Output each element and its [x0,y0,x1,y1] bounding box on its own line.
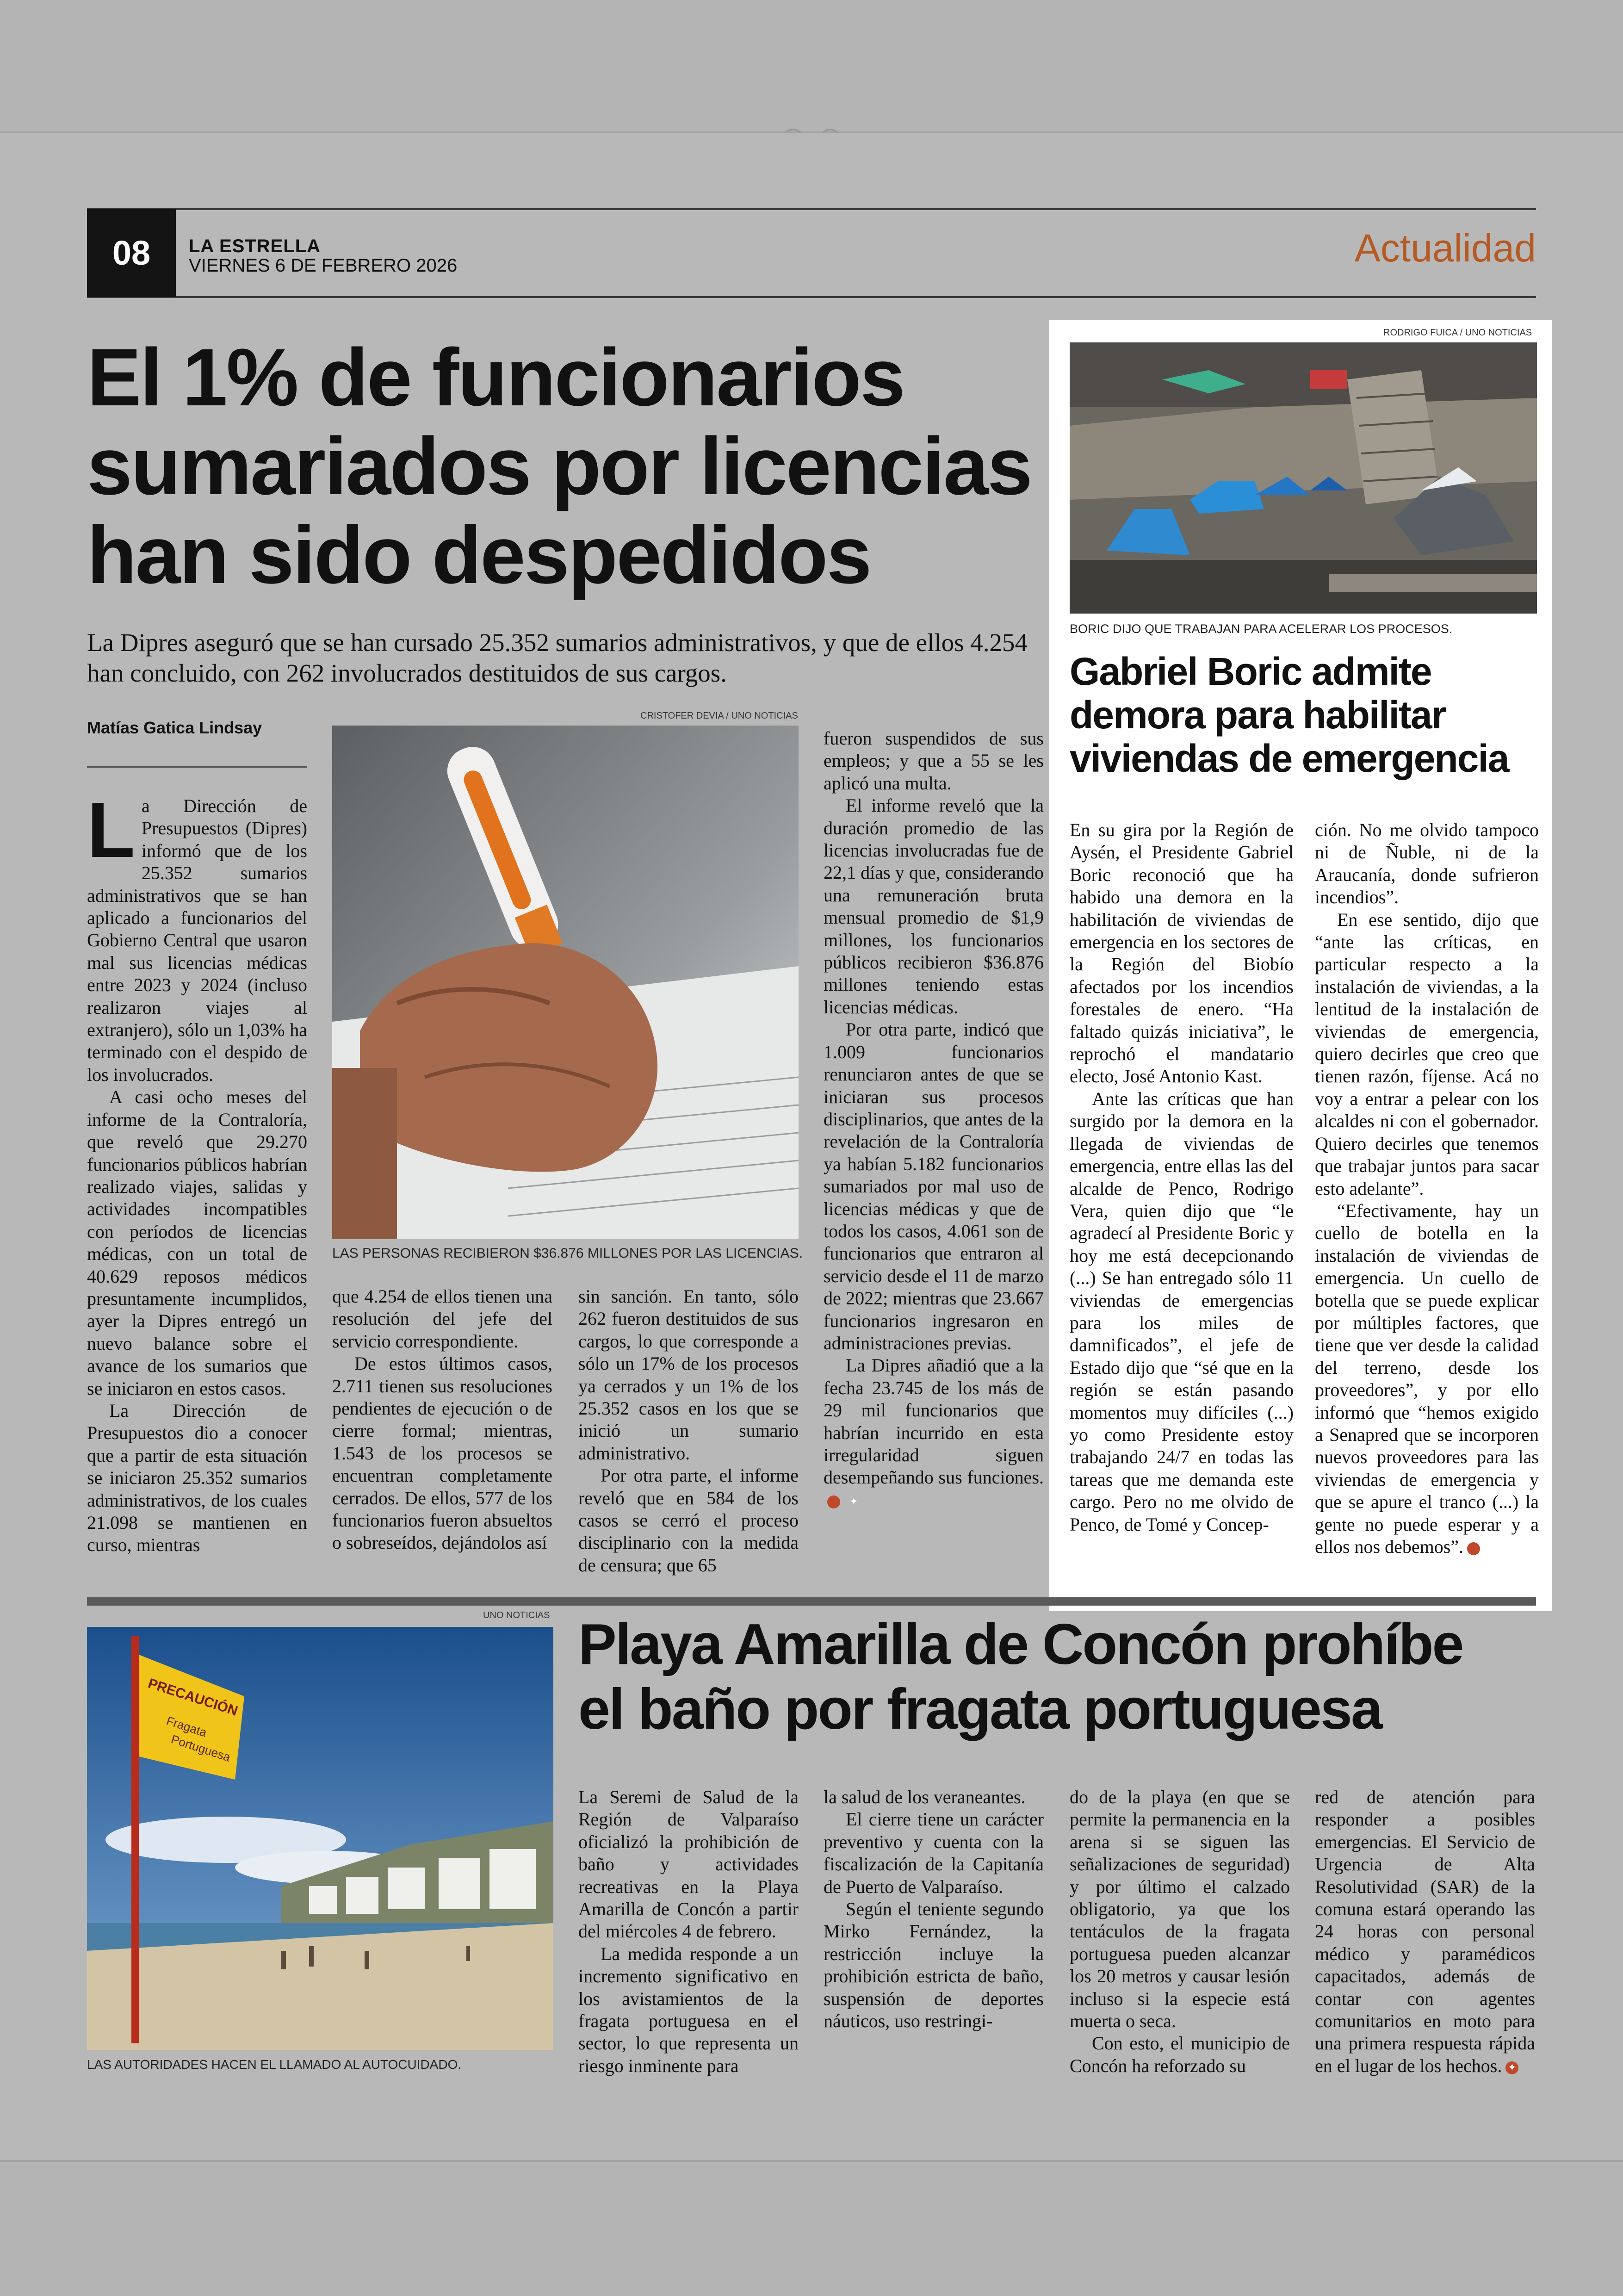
paragraph: En ese sentido, dijo que “ante las críticas, en particular respecto a la instalación de viviendas, a la lentitud de la instalación de viviendas de emergencia, quiero decirles que creo que tienen razón, fíjense. Acá no voy a entrar a pelear con los alcaldes ni con el gobernador. Quiero decirles que tenemos que trabajar juntos para sacar esto adelante”. [1315,909,1539,1199]
sidebar-headline-line-3: viviendas de emergencia [1070,737,1509,780]
emergency-camp-photo [1070,342,1537,614]
main-column-2 [332,1285,552,1554]
flag-text: Portuguesa [169,1732,232,1764]
paragraph: fueron suspendidos de sus empleos; y que a 55 se les aplicó una multa. [824,728,1044,794]
paragraph: a Dirección de Presupuestos (Dipres) informó que de los 25.352 sumarios administrativos que se han aplicado a funcionarios del Gobierno Central que usaron mal sus licencias médicas entre 2023 y 2024 (incluso realizaron viajes al extranjero), sólo un 1,03% ha terminado con el despido de los involucrados. [87,795,307,1085]
author-byline: Matías Gatica Lindsay [87,718,262,737]
paragraph: La medida responde a un incremento significativo en los avistamientos de la fragata portuguesa en el sector, lo que representa un riesgo inminente para [578,1943,799,2076]
sidebar-headline [1070,650,1542,780]
viewer-footer [0,2160,1623,2296]
flag-text: Fragata [165,1713,209,1740]
paragraph: la salud de los veraneantes. [824,1787,1026,1807]
header-bottom-rule [87,296,1536,298]
photo-credit: CRISTOFER DEVIA / UNO NOTICIAS [640,711,798,721]
bottom-headline [578,1612,1550,1742]
bottom-headline-line-2: el baño por fragata portuguesa [578,1677,1381,1741]
end-mark-icon: ✦ [827,1496,840,1508]
sidebar-headline-line-2: demora para habilitar [1070,693,1446,737]
paragraph: “Efectivamente, hay un cuello de botella en la instalación de viviendas de emergencia. Un cuello de botella que se puede explicar por múltiples factores, que tiene que ver desde la calidad del terreno, desde los proveedores”, y por ello informó que “hemos exigido a Senapred que se incorporen nuevos proveedores para las viviendas de emergencia y que se apure el tranco (...) la gente no puede esperar y a ellos nos debemos”. [1315,1200,1539,1557]
paragraph: Según el teniente segundo Mirko Fernández, la restricción incluye la prohibición estricta de baño, suspensión de deportes náuticos, uso restringi- [824,1899,1044,2032]
photo-caption: LAS PERSONAS RECIBIERON $36.876 MILLONES POR LAS LICENCIAS. [332,1246,803,1261]
main-column-3 [578,1285,799,1576]
sidebar-headline-line-1: Gabriel Boric admite [1070,650,1431,693]
paragraph: red de atención para responder a posibles emergencias. El Servicio de Urgencia de Alta Resolutividad (SAR) de la comuna estará operando las 24 horas con personal médico y paramédicos capacitados, además de contar con agentes comunitarios en moto para una primera respuesta rápida en el lugar de los hechos. [1315,1787,1535,2076]
main-column-4 [824,727,1044,1511]
paragraph: La Dirección de Presupuestos dio a conocer que a partir de esta situación se iniciaron 25.352 sumarios administrativos, de los cuales 21.098 se mantienen en curso, mientras [87,1400,307,1556]
main-headline-line-3: han sido despedidos [87,510,871,601]
photo-credit: UNO NOTICIAS [483,1610,550,1620]
main-column-1 [87,786,307,1557]
main-subtitle: La Dipres aseguró que se han cursado 25.352 sumarios administrativos, y que de ellos 4.254 han concluido, con 262 involucrados destituidos de sus cargos. [87,628,1028,687]
end-mark-icon: ✦ [1505,2061,1518,2074]
paragraph: que 4.254 de ellos tienen una resolución del jefe del servicio correspondiente. [332,1286,552,1352]
header-top-rule [87,208,1536,210]
paragraph: El cierre tiene un carácter preventivo y cuenta con la fiscalización de la Capitanía de Puerto de Valparaíso. [824,1809,1044,1897]
paragraph: sin sanción. En tanto, sólo 262 fueron destituidos de sus cargos, lo que corresponde a sólo un 17% de los procesos ya cerrados y un 1% de los 25.352 casos en los que se inició un sumario administrativo. [578,1286,799,1464]
photo-caption: LAS AUTORIDADES HACEN EL LLAMADO AL AUTOCUIDADO. [87,2057,462,2072]
hand-writing-photo [332,726,799,1239]
byline-rule [87,766,307,768]
sidebar-column-2 [1315,819,1539,1558]
bottom-column-3 [1070,1786,1290,2077]
paragraph: A casi ocho meses del informe de la Contraloría, que reveló que 29.270 funcionarios públicos habrían realizado viajes, salidas y actividades incompatibles con períodos de licencias médicas, con un total de 40.629 reposos médicos presuntamente incumplidos, ayer la Dipres entregó un nuevo balance sobre el avance de los sumarios que se iniciaron en estos casos. [87,1086,307,1399]
photo-credit: RODRIGO FUICA / UNO NOTICIAS [1383,328,1532,338]
photo-caption: BORIC DIJO QUE TRABAJAN PARA ACELERAR LOS PROCESOS. [1070,622,1453,636]
paragraph: Con esto, el municipio de Concón ha reforzado su [1070,2033,1290,2076]
paragraph: El informe reveló que la duración promedio de las licencias involucradas fue de 22,1 días y que, considerando una remuneración bruta mensual promedio de $1,9 millones, los funcionarios públicos recibieron $36.876 millones teniendo estas licencias médicas. [824,795,1044,1018]
drop-cap: L [87,786,135,874]
section-label: Actualidad [1354,226,1536,270]
paragraph: Por otra parte, el informe reveló que en 584 de los casos se cerró el proceso disciplinario con la medida de censura; que 65 [578,1465,799,1576]
paragraph: En su gira por la Región de Aysén, el Presidente Gabriel Boric reconoció que ha habido una demora en la habilitación de viviendas de emergencia en los sectores de la Región del Biobío afectados por los incendios forestales de enero. “Ha faltado quizás iniciativa”, le reprochó el mandatario electo, José Antonio Kast. [1070,819,1294,1087]
section-divider [87,1597,1536,1606]
end-mark-icon: ✦ [1467,1542,1480,1555]
issue-date: VIERNES 6 DE FEBRERO 2026 [189,255,458,276]
paragraph: De estos últimos casos, 2.711 tienen sus resoluciones pendientes de ejecución o de cierre formal; mientras, 1.543 de los procesos se encuentran completamente cerrados. De ellos, 577 de los funcionarios fueron absueltos o sobreseídos, dejándolos así [332,1353,552,1553]
main-headline-line-1: El 1% de funcionarios [87,332,904,423]
main-headline [87,333,1040,600]
newspaper-name: LA ESTRELLA [189,236,321,256]
bottom-column-4 [1315,1786,1535,2077]
sidebar-column-1 [1070,819,1294,1536]
bottom-column-1 [578,1786,799,2077]
paragraph: Por otra parte, indicó que 1.009 funcionarios renunciaron antes de que se iniciaran sus procesos disciplinarios, que antes de la revelación de la Contraloría ya habían 5.182 funcionarios sumariados por mal uso de licencias médicas y que de todos los casos, 4.061 son de funcionarios que entraron al servicio desde el 11 de marzo de 2022; mientras que 23.667 funcionarios ingresaron en administraciones previas. [824,1019,1044,1353]
main-headline-line-2: sumariados por licencias [87,421,1031,512]
beach-flag-photo [87,1627,553,2050]
bottom-headline-line-1: Playa Amarilla de Concón prohíbe [578,1613,1463,1676]
paragraph: La Dipres añadió que a la fecha 23.745 de los más de 29 mil funcionarios que habrían incurrido en esta irregularidad siguen desempeñando sus funciones. [824,1355,1044,1488]
bottom-column-2 [824,1786,1044,2032]
paragraph: La Seremi de Salud de la Región de Valparaíso oficializó la prohibición de baño y actividades recreativas en la Playa Amarilla de Concón a partir del miércoles 4 de febrero. [578,1787,799,1942]
viewer-toolbar [0,0,1623,133]
paragraph: do de la playa (en que se permite la permanencia en la arena si se siguen las señalizaciones de seguridad) y por último el calzado obligatorio, ya que los tentáculos de la fragata portuguesa pueden alcanzar los 20 metros y causar lesión incluso si la especie está muerta o seca. [1070,1787,1290,2032]
paragraph: ción. No me olvido tampoco ni de Ñuble, ni de la Araucanía, donde sufrieron incendios”. [1315,819,1539,908]
flag-text: PRECAUCIÓN [146,1675,240,1719]
paragraph: Ante las críticas que han surgido por la demora en la llegada de viviendas de emergencia, entre ellas las del alcalde de Penco, Rodrigo Vera, quien dijo que “le agradecí al Presidente Boric y hoy me está decepcionando (...) Se han entregado sólo 11 viviendas de emergencias para los miles de damnificados”, el jefe de Estado dijo que “sé que en la región se están pasando momentos muy difíciles (...) yo como Presidente estoy trabajando 24/7 en todas las tareas que me demanda este cargo. Pero no me olvido de Penco, de Tomé y Concep- [1070,1088,1294,1535]
page-number: 08 [87,209,176,297]
